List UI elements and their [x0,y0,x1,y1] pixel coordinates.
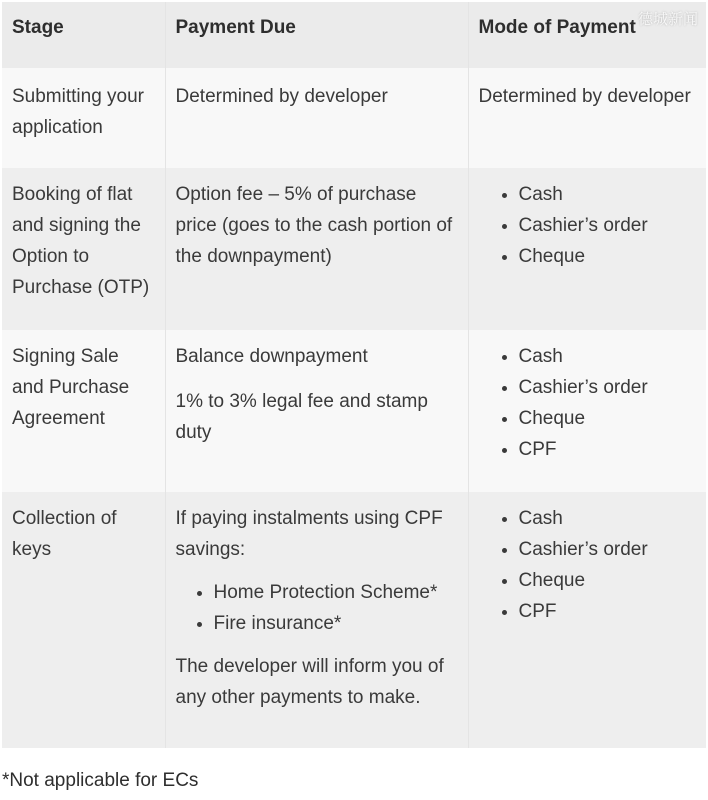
list-item: • Fire insurance* [214,608,458,639]
table-row [2,68,706,168]
header-payment-due: Payment Due [165,2,468,68]
list-item: • Cashier’s order [519,534,697,565]
cpf-payment-list [176,577,458,639]
list-item: • Cash [519,179,697,210]
list-item: • Cashier’s order [519,372,697,403]
table-row [2,492,706,748]
list-item: • Home Protection Scheme* [214,577,458,608]
stage-cell: Submitting your application [2,68,165,168]
payment-due-line: 1% to 3% legal fee and stamp duty [175,391,428,443]
list-item: • Cheque [519,241,697,272]
list-item: • Cash [519,341,697,372]
payment-mode-list [479,341,697,465]
payment-mode-list [479,179,697,272]
header-mode-of-payment: Mode of Payment [468,2,706,68]
payment-due-cell [165,492,468,748]
payment-due-cell: Determined by developer [165,68,468,168]
payment-due-intro: If paying instalments using CPF savings: [175,508,443,560]
mode-cell: Determined by developer [468,68,706,168]
list-item: • CPF [519,434,697,465]
stage-cell: Signing Sale and Purchase Agreement [2,330,165,492]
table-header-row [2,2,706,68]
list-item: • CPF [519,596,697,627]
watermark: 德城新闻 [637,10,698,28]
table-row [2,330,706,492]
footnote: *Not applicable for ECs [2,770,199,791]
table-row [2,168,706,330]
payment-due-line: Balance downpayment [175,346,368,367]
payment-due-outro: The developer will inform you of any other payments to make. [175,656,444,708]
payment-schedule-table [2,2,706,748]
payment-mode-list [479,503,697,627]
mode-cell [468,168,706,330]
payment-due-cell: Option fee – 5% of purchase price (goes to the cash portion of the downpayment) [165,168,468,330]
stage-cell: Collection of keys [2,492,165,748]
list-item: • Cheque [519,565,697,596]
list-item: • Cashier’s order [519,210,697,241]
payment-due-cell [165,330,468,492]
list-item: • Cheque [519,403,697,434]
mode-cell [468,492,706,748]
mode-cell [468,330,706,492]
stage-cell: Booking of flat and signing the Option to Purchase (OTP) [2,168,165,330]
list-item: • Cash [519,503,697,534]
header-stage: Stage [2,2,165,68]
